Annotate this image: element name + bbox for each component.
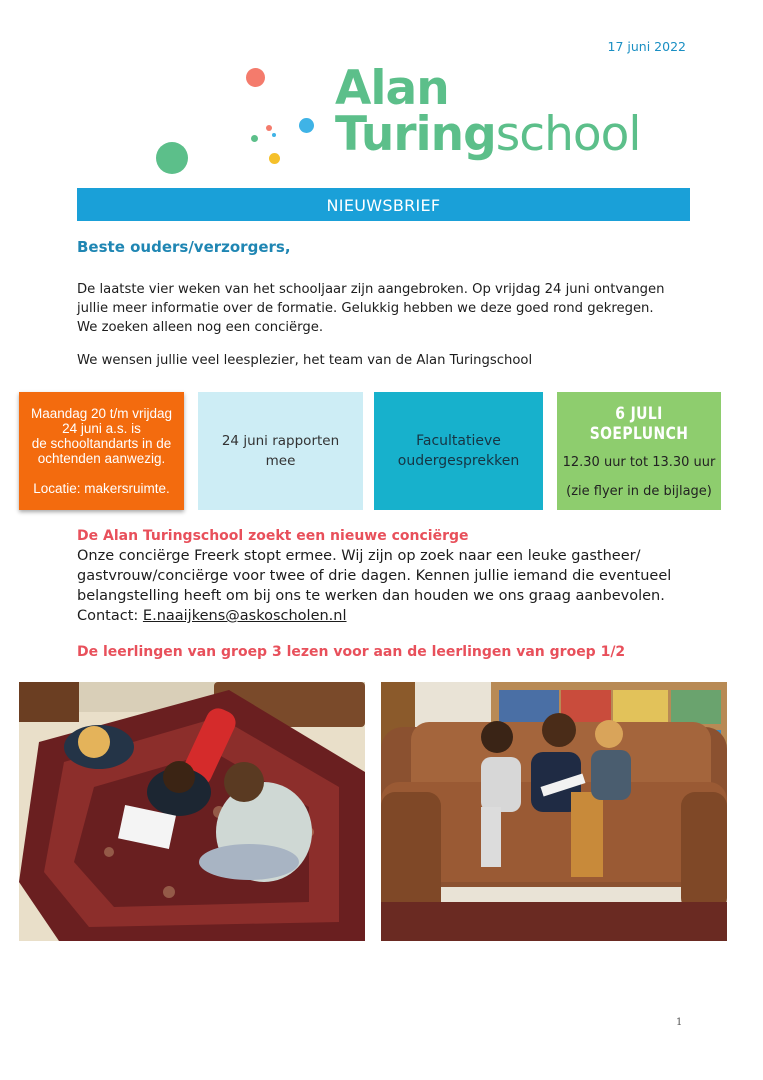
reading-heading: De leerlingen van groep 3 lezen voor aan de leerlingen van groep 1/2	[77, 644, 626, 660]
logo-dot-small-blue	[272, 133, 276, 137]
box1-line: Maandag 20 t/m vrijdag	[30, 406, 173, 421]
concierge-line: Onze conciërge Freerk stopt ermee. Wij zijn op zoek naar een leuke gastheer/	[77, 548, 641, 564]
logo-line2	[335, 107, 641, 162]
logo-dot-small-green	[251, 135, 258, 142]
intro-paragraph	[77, 280, 692, 337]
intro-closing: We wensen jullie veel leesplezier, het team van de Alan Turingschool	[77, 353, 533, 368]
newsletter-banner: NIEUWSBRIEF	[77, 188, 690, 221]
logo-dot-blue	[299, 118, 314, 133]
photo-sofa-illustration	[381, 682, 727, 941]
photo-children-on-rug	[19, 682, 365, 941]
contact-line	[77, 606, 707, 626]
intro-line: We zoeken alleen nog een conciërge.	[77, 320, 324, 335]
concierge-line: gastvrouw/conciërge voor twee of drie dagen. Kennen jullie iemand die eventueel	[77, 568, 672, 584]
logo-dot-yellow	[269, 153, 280, 164]
box2-line: 24 juni rapporten	[221, 433, 340, 449]
report-info-box	[198, 392, 363, 510]
concierge-line: belangstelling heeft om bij ons te werken dan houden we ons graag aanbevolen.	[77, 588, 665, 604]
logo-line2-light: school	[495, 107, 641, 162]
logo-line2-bold: Turing	[335, 107, 496, 162]
box2-line: mee	[265, 453, 296, 469]
soup-lunch-time: 12.30 uur tot 13.30 uur	[562, 454, 716, 470]
concierge-paragraph	[77, 546, 707, 626]
photo-rug-illustration	[19, 682, 365, 941]
photo-children-on-sofa	[381, 682, 727, 941]
contact-email-link[interactable]: E.naaijkens@askoscholen.nl	[142, 608, 347, 624]
box1-location: Locatie: makersruimte.	[33, 481, 170, 496]
dentist-info-box	[19, 392, 184, 510]
box1-line: 24 juni a.s. is	[62, 421, 141, 436]
box3-line: Facultatieve	[416, 433, 501, 449]
logo-dot-green-large	[156, 142, 188, 174]
contact-label: Contact:	[77, 608, 143, 624]
box1-line: de schooltandarts in de	[31, 436, 172, 451]
intro-line: De laatste vier weken van het schooljaar zijn aangebroken. Op vrijdag 24 juni ontvangen	[77, 282, 665, 297]
soup-lunch-title: 6 JULI SOEPLUNCH	[589, 403, 689, 444]
soup-lunch-box	[557, 392, 721, 510]
newsletter-date: 17 juni 2022	[607, 39, 686, 54]
parent-talks-box	[374, 392, 543, 510]
logo-line1: Alan	[335, 61, 449, 116]
school-logo	[150, 62, 690, 182]
logo-wordmark	[335, 61, 641, 162]
greeting: Beste ouders/verzorgers,	[77, 238, 291, 256]
intro-line: jullie meer informatie over de formatie. Gelukkig hebben we deze goed rond gekregen.	[77, 301, 654, 316]
box1-line: ochtenden aanwezig.	[37, 451, 166, 466]
soup-lunch-note: (zie flyer in de bijlage)	[566, 483, 712, 499]
box3-line: oudergesprekken	[397, 453, 520, 469]
logo-dot-red	[246, 68, 265, 87]
logo-dot-small-red	[266, 125, 272, 131]
page-number: 1	[676, 1017, 683, 1028]
concierge-heading: De Alan Turingschool zoekt een nieuwe conciërge	[77, 528, 469, 544]
